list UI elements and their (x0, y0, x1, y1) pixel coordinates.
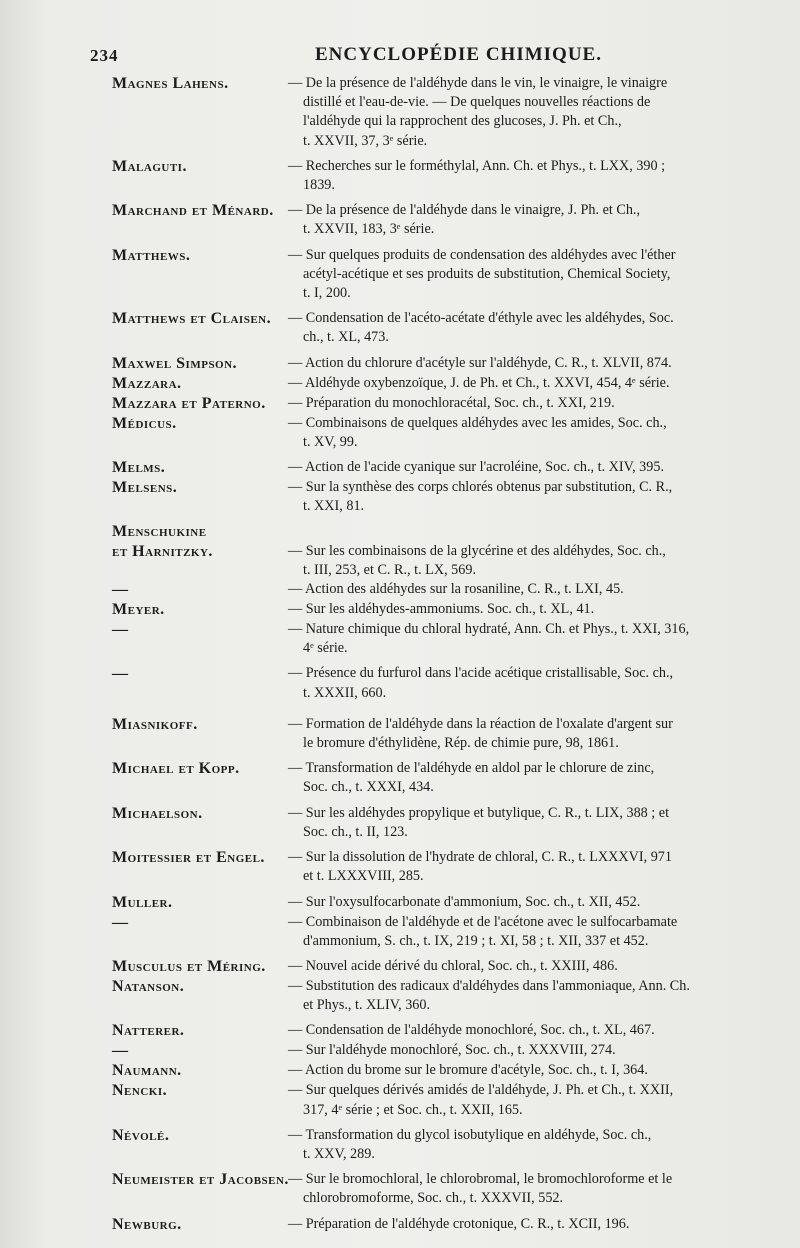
entry-author (0, 1170, 288, 1190)
bibliography-entry (0, 893, 800, 913)
reference-line: — Sur quelques produits de condensation des aldéhydes avec l'éther (288, 246, 676, 263)
entry-reference (288, 848, 800, 886)
author-name: Magnes Lahens. (112, 75, 229, 92)
bibliography-entry (0, 522, 800, 580)
reference-line: t. XXV, 289. (303, 1145, 375, 1162)
reference-line: — Transformation de l'aldéhyde en aldol par le chlorure de zinc, (288, 760, 655, 777)
bibliography-entry (0, 957, 800, 977)
entry-reference (288, 246, 800, 304)
entry-reference (288, 620, 800, 658)
entry-author (0, 1215, 288, 1235)
reference-line: — Action du brome sur le bromure d'acétyle, Soc. ch., t. I, 364. (288, 1062, 648, 1079)
entry-reference (288, 893, 800, 912)
bibliography-entry (0, 458, 800, 478)
reference-line: d'ammonium, S. ch., t. IX, 219 ; t. XI, 58 ; t. XII, 337 et 452. (303, 932, 649, 949)
entry-reference (288, 804, 800, 842)
reference-line: — Action des aldéhydes sur la rosaniline, C. R., t. LXI, 45. (288, 581, 624, 598)
reference-line: — Préparation de l'aldéhyde crotonique, C. R., t. XCII, 196. (288, 1215, 630, 1232)
reference-line: — De la présence de l'aldéhyde dans le vin, le vinaigre, le vinaigre (288, 75, 668, 91)
bibliography-entry (0, 580, 800, 600)
reference-line: — Transformation du glycol isobutylique en aldéhyde, Soc. ch., (288, 1126, 652, 1143)
reference-line: le bromure d'éthylidène, Rép. de chimie pure, 98, 1861. (303, 735, 619, 752)
entry-reference (288, 1061, 800, 1080)
bibliography-entry (0, 394, 800, 414)
entry-author (0, 804, 288, 824)
entry-reference (288, 374, 800, 393)
author-name: Malaguti. (112, 157, 187, 175)
bibliography-entry (0, 1126, 800, 1164)
reference-line: — Combinaisons de quelques aldéhydes avec les amides, Soc. ch., (288, 414, 667, 431)
entry-author (0, 600, 288, 620)
bibliography-entry (0, 715, 800, 753)
author-name: Melsens. (112, 479, 178, 497)
bibliography-entry (0, 414, 800, 452)
reference-line: distillé et l'eau-de-vie. — De quelques nouvelles réactions de (303, 94, 651, 111)
author-name: Muller. (112, 893, 173, 911)
author-name: Nencki. (112, 1082, 168, 1100)
author-name: — (112, 913, 129, 931)
entry-reference (288, 414, 800, 452)
entry-author (0, 414, 288, 434)
entry-reference (288, 664, 800, 702)
reference-line: — De la présence de l'aldéhyde dans le vinaigre, J. Ph. et Ch., (288, 202, 641, 219)
entry-author (0, 580, 288, 600)
reference-line: chlorobromoforme, Soc. ch., t. XXXVII, 552. (303, 1190, 564, 1207)
bibliography-entry (0, 913, 800, 951)
entry-reference (288, 1081, 800, 1119)
entry-author (0, 977, 288, 997)
entry-author (0, 394, 288, 414)
bibliography-entry (0, 759, 800, 797)
bibliography-entry (0, 977, 800, 1015)
bibliography-entry (0, 354, 800, 374)
entry-reference (288, 1215, 800, 1234)
reference-line: — Recherches sur le forméthylal, Ann. Ch. et Phys., t. LXX, 390 ; (288, 157, 666, 174)
entry-author (0, 1021, 288, 1041)
entry-author (0, 309, 288, 329)
entry-author (0, 620, 288, 640)
entry-author (0, 522, 288, 562)
reference-line: — Sur les aldéhydes-ammoniums. Soc. ch., t. XL, 41. (288, 601, 595, 618)
entry-reference (288, 600, 800, 619)
reference-line: et Phys., t. XLIV, 360. (303, 997, 431, 1014)
reference-line: t. XXXII, 660. (303, 684, 387, 701)
reference-line: — Nature chimique du chloral hydraté, Ann. Ch. et Phys., t. XXI, 316, (288, 621, 690, 638)
running-title: ENCYCLOPÉDIE CHIMIQUE. (315, 44, 602, 65)
reference-line: 4ᵉ série. (303, 640, 348, 657)
entry-author (0, 201, 288, 221)
reference-line: — Sur quelques dérivés amidés de l'aldéhyde, J. Ph. et Ch., t. XXII, (288, 1082, 674, 1099)
bibliography-entry (0, 246, 800, 304)
entry-reference (288, 1021, 800, 1040)
author-name: Michael et Kopp. (112, 760, 240, 778)
reference-line: 1839. (303, 177, 335, 194)
entry-reference (288, 309, 800, 347)
reference-line: 317, 4ᵉ série ; et Soc. ch., t. XXII, 165. (303, 1101, 523, 1118)
bibliography-entry (0, 157, 800, 195)
entry-author (0, 759, 288, 779)
reference-line: — Condensation de l'acéto-acétate d'éthyle avec les aldéhydes, Soc. (288, 310, 674, 327)
entry-author (0, 374, 288, 394)
bibliography-entry (0, 620, 800, 658)
reference-line: — Aldéhyde oxybenzoïque, J. de Ph. et Ch., t. XXVI, 454, 4ᵉ série. (288, 374, 670, 391)
entry-author (0, 1081, 288, 1101)
reference-line: ch., t. XL, 473. (303, 329, 389, 346)
entry-reference (288, 1126, 800, 1164)
entry-author (0, 478, 288, 498)
entry-reference (288, 715, 800, 753)
author-name: Melms. (112, 459, 166, 477)
entry-author (0, 664, 288, 684)
entry-reference (288, 354, 800, 373)
entry-author (0, 848, 288, 868)
reference-line: t. XXVII, 37, 3ᵉ série. (303, 132, 428, 149)
entry-reference (288, 201, 800, 239)
page-header (90, 40, 760, 70)
author-name: — (112, 581, 129, 599)
reference-line: t. XXI, 81. (303, 498, 365, 515)
bibliography-entry (0, 1041, 800, 1061)
author-name: Matthews et Claisen. (112, 310, 272, 328)
entry-reference (288, 580, 800, 599)
author-name: — (112, 621, 129, 639)
author-name: Natanson. (112, 977, 185, 995)
author-name: Matthews. (112, 246, 191, 264)
reference-line: — Sur les combinaisons de la glycérine et des aldéhydes, Soc. ch., (288, 542, 666, 559)
entry-reference (288, 522, 800, 580)
reference-line: — Présence du furfurol dans l'acide acétique cristallisable, Soc. ch., (288, 665, 674, 682)
entry-reference (288, 957, 800, 976)
author-name: Miasnikoff. (112, 715, 198, 733)
entry-author (0, 913, 288, 933)
bibliography-entry (0, 74, 800, 151)
reference-line: — Combinaison de l'aldéhyde et de l'acétone avec le sulfocarbamate (288, 913, 678, 930)
entry-reference (288, 913, 800, 951)
page-number: 234 (90, 46, 119, 65)
entry-author (0, 458, 288, 478)
bibliography-entry (0, 374, 800, 394)
author-name: Newburg. (112, 1215, 182, 1233)
entry-author (0, 957, 288, 977)
entry-author (0, 893, 288, 913)
bibliography-entry (0, 1170, 800, 1208)
reference-line: — Action de l'acide cyanique sur l'acroléine, Soc. ch., t. XIV, 395. (288, 459, 664, 476)
entry-author (0, 1041, 288, 1061)
author-name: Michaelson. (112, 804, 203, 822)
author-name: Névolé. (112, 1126, 170, 1144)
author-name: Mazzara et Paterno. (112, 394, 266, 412)
reference-line: — Préparation du monochloracétal, Soc. ch., t. XXI, 219. (288, 394, 615, 411)
author-name: — (112, 665, 129, 683)
author-name: Meyer. (112, 601, 165, 619)
author-name: et Harnitzky. (112, 543, 213, 561)
entry-reference (288, 759, 800, 797)
bibliography-entry (0, 600, 800, 620)
bibliography-entry (0, 804, 800, 842)
reference-line: t. I, 200. (303, 285, 351, 302)
bibliography-entry (0, 664, 800, 702)
author-name: Neumeister et Jacobsen. (112, 1171, 289, 1189)
bibliography-entry (0, 848, 800, 886)
reference-line: — Formation de l'aldéhyde dans la réaction de l'oxalate d'argent sur (288, 715, 673, 732)
author-name: Menschukine (112, 523, 207, 541)
reference-line: — Condensation de l'aldéhyde monochloré, Soc. ch., t. XL, 467. (288, 1022, 655, 1039)
author-name: Musculus et Méring. (112, 957, 266, 975)
entry-reference (288, 478, 800, 516)
reference-line: l'aldéhyde qui la rapprochent des glucoses, J. Ph. et Ch., (303, 113, 622, 130)
author-name: Maxwel Simpson. (112, 354, 238, 372)
entry-author (0, 157, 288, 177)
reference-line: — Nouvel acide dérivé du chloral, Soc. ch., t. XXIII, 486. (288, 957, 618, 974)
entry-reference (288, 74, 800, 151)
entry-reference (288, 394, 800, 413)
bibliography-entry (0, 201, 800, 239)
entry-author (0, 1126, 288, 1146)
reference-spacer (288, 522, 764, 541)
reference-line: t. XV, 99. (303, 433, 358, 450)
author-name: Médicus. (112, 414, 177, 432)
entry-reference (288, 157, 800, 195)
reference-line: Soc. ch., t. II, 123. (303, 823, 408, 840)
reference-line: — Action du chlorure d'acétyle sur l'aldéhyde, C. R., t. XLVII, 874. (288, 354, 672, 371)
bibliography-entry (0, 1215, 800, 1235)
reference-line: — Sur les aldéhydes propylique et butylique, C. R., t. LIX, 388 ; et (288, 804, 670, 821)
reference-line: et t. LXXXVIII, 285. (303, 868, 424, 885)
bibliography-entry (0, 1081, 800, 1119)
reference-line: acétyl-acétique et ses produits de substitution, Chemical Society, (303, 265, 671, 282)
reference-line: t. XXVII, 183, 3ᵉ série. (303, 221, 435, 238)
entry-reference (288, 977, 800, 1015)
bibliography-entry (0, 478, 800, 516)
reference-line: Soc. ch., t. XXXI, 434. (303, 779, 434, 796)
author-name: — (112, 1042, 129, 1060)
bibliography-entry (0, 1021, 800, 1041)
author-name: Moitessier et Engel. (112, 849, 265, 867)
bibliography-entry (0, 1061, 800, 1081)
entry-author (0, 1061, 288, 1081)
entry-author (0, 715, 288, 735)
bibliography-list (0, 74, 800, 1235)
author-name: Natterer. (112, 1022, 185, 1040)
entry-reference (288, 1041, 800, 1060)
entry-author (0, 354, 288, 374)
reference-line: — Substitution des radicaux d'aldéhydes dans l'ammoniaque, Ann. Ch. (288, 977, 690, 994)
reference-line: — Sur l'oxysulfocarbonate d'ammonium, Soc. ch., t. XII, 452. (288, 893, 641, 910)
author-name: Marchand et Ménard. (112, 202, 274, 220)
author-name: Naumann. (112, 1062, 182, 1080)
reference-line: — Sur l'aldéhyde monochloré, Soc. ch., t. XXXVIII, 274. (288, 1042, 616, 1059)
entry-reference (288, 458, 800, 477)
reference-line: — Sur la synthèse des corps chlorés obtenus par substitution, C. R., (288, 479, 673, 496)
entry-author (0, 246, 288, 266)
reference-line: — Sur la dissolution de l'hydrate de chloral, C. R., t. LXXXVI, 971 (288, 849, 672, 866)
author-name: Mazzara. (112, 374, 182, 392)
reference-line: — Sur le bromochloral, le chlorobromal, le bromochloroforme et le (288, 1171, 673, 1188)
bibliography-entry (0, 309, 800, 347)
reference-line: t. III, 253, et C. R., t. LX, 569. (303, 561, 476, 578)
entry-author (0, 74, 288, 94)
entry-reference (288, 1170, 800, 1208)
